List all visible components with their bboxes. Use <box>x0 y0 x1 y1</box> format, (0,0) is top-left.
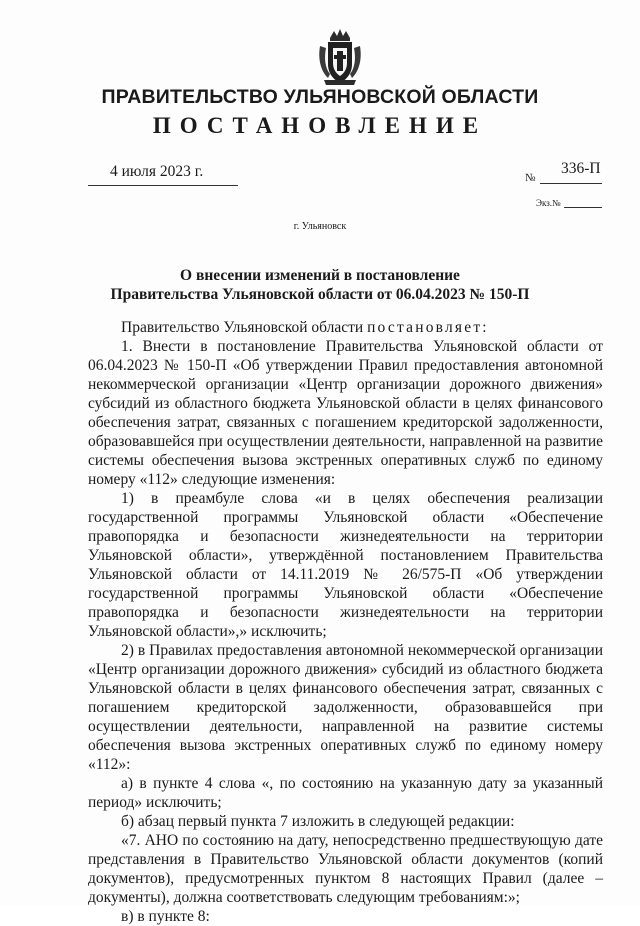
document-body <box>88 318 603 926</box>
document-number: 336-П <box>561 160 601 177</box>
paragraph-6: «7. АНО по состоянию на дату, непосредственно предшествующую дате представления в Правительство Ульяновской области документов (копий документов), предусмотренных пунктом 8 настоящих Правил (далее – документы), должна соответствовать следующим требованиям:»; <box>88 832 603 906</box>
date-underline <box>88 185 238 186</box>
paragraph-4: а) в пункте 4 слова «, по состоянию на указанную дату за указанный период» исключить; <box>88 775 603 811</box>
paragraph-5: б) абзац первый пункта 7 изложить в следующей редакции: <box>121 813 515 830</box>
document-heading <box>0 266 640 304</box>
heading-line-2: Правительства Ульяновской области от 06.04.2023 № 150-П <box>110 286 530 303</box>
government-name: ПРАВИТЕЛЬСТВО УЛЬЯНОВСКОЙ ОБЛАСТИ <box>101 86 539 108</box>
paragraph-1: 1. Внести в постановление Правительства Ульяновской области от 06.04.2023 № 150-П «Об утверждении Правил предоставления автономной некоммерческой организации «Центр организации дорожного движения» субсидий из областного бюджета Ульяновской области в целях финансового обеспечения затрат, связанных с погашением кредиторской задолженности, образовавшейся при осуществлении деятельности, направленной на развитие системы обеспечения вызова экстренных оперативных служб по единому номеру «112» следующие изменения: <box>88 338 603 488</box>
paragraph-3: 2) в Правилах предоставления автономной некоммерческой организации «Центр организации дорожного движения» субсидий из областного бюджета Ульяновской области в целях финансового обеспечения затрат, связанных с погашением кредиторской задолженности, образовавшейся при осуществлении деятельности, направленной на развитие системы обеспечения вызова экстренных оперативных служб по единому номеру «112»: <box>88 642 603 773</box>
coat-of-arms-icon <box>316 28 364 86</box>
copy-number-label: Экз.№ <box>536 198 561 208</box>
intro-paragraph <box>88 318 603 337</box>
number-label: № <box>525 172 536 184</box>
heading-line-1: О внесении изменений в постановление <box>180 267 460 284</box>
number-underline <box>540 183 602 184</box>
city: г. Ульяновск <box>293 221 347 232</box>
document-date: 4 июля 2023 г. <box>110 163 204 180</box>
intro-verb: постановляет: <box>367 319 489 336</box>
intro-text: Правительство Ульяновской области <box>121 319 368 336</box>
document-type: ПОСТАНОВЛЕНИЕ <box>152 113 488 138</box>
copy-number-underline <box>564 207 602 208</box>
paragraph-7: в) в пункте 8: <box>121 908 210 925</box>
paragraph-2: 1) в преамбуле слова «и в целях обеспечения реализации государственной программы Ульяновской области «Обеспечение правопорядка и безопасности жизнедеятельности на территории Ульяновской области», утверждённой постановлением Правительства Ульяновской области от 14.11.2019 № 26/575-П «Об утверждении государственной программы Ульяновской области «Обеспечение правопорядка и безопасности жизнедеятельности на территории Ульяновской области»,» исключить; <box>88 490 603 640</box>
